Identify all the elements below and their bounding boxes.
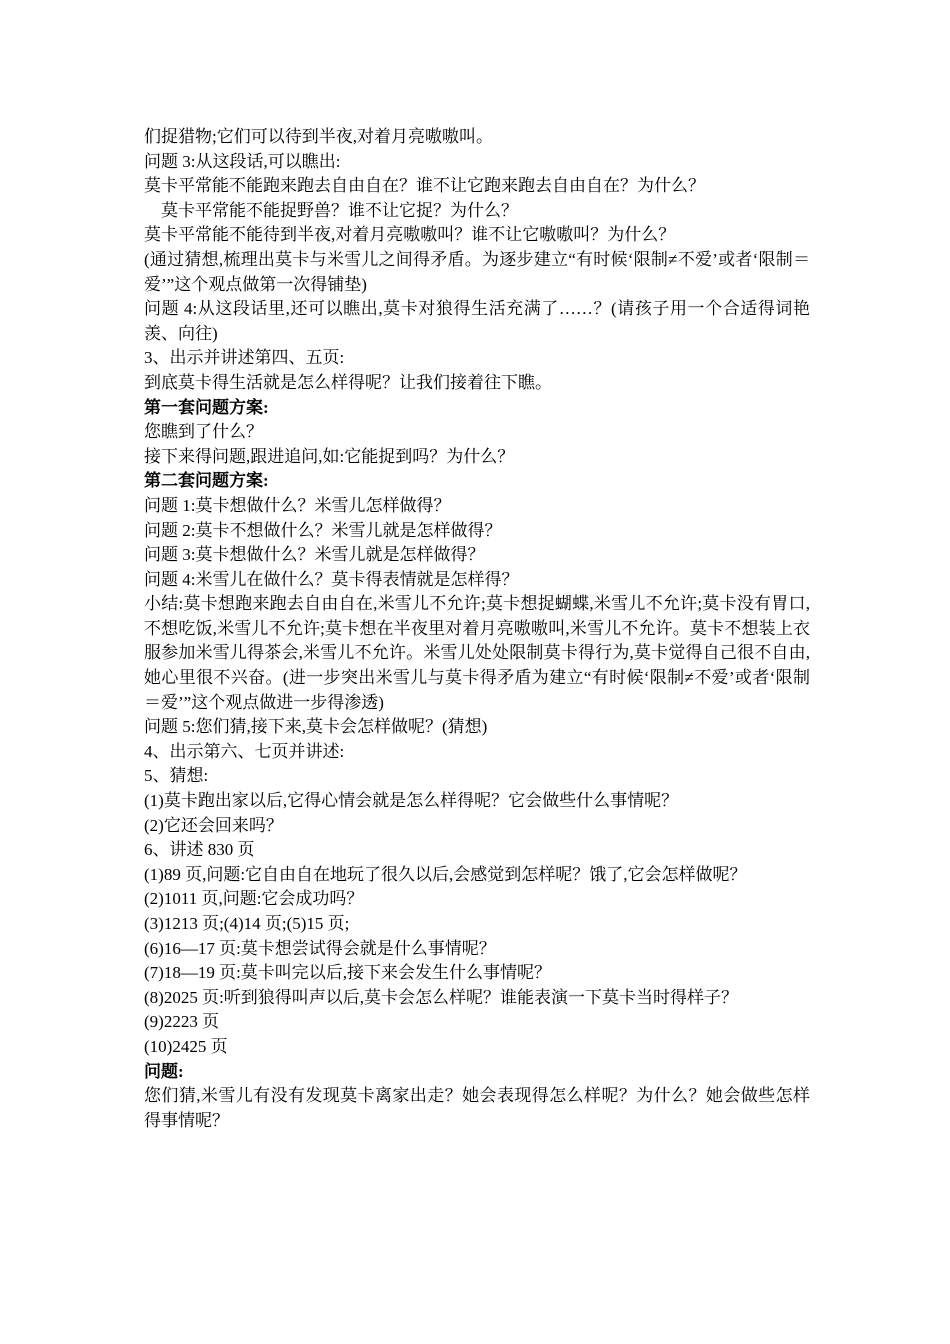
page-item-2: (2)1011 页,问题:它会成功吗？	[144, 889, 364, 909]
step-3-intro: 到底莫卡得生活就是怎么样得呢？让我们接着往下瞧。	[144, 372, 552, 392]
page-item-6: (6)16—17 页:莫卡想尝试得会就是什么事情呢？	[144, 938, 496, 958]
question-3: 问题 3:从这段话,可以瞧出:	[144, 151, 341, 171]
plan-1-followup: 接下来得问题,跟进追问,如:它能捉到吗？为什么？	[144, 446, 515, 466]
document-page	[144, 125, 810, 1133]
paragraph-wolf-habits: 们捉猎物;它们可以待到半夜,对着月亮嗷嗷叫。	[144, 127, 493, 146]
subquestion-run: 莫卡平常能不能跑来跑去自由自在？谁不让它跑来跑去自由自在？为什么？	[144, 176, 705, 196]
guess-1: (1)莫卡跑出家以后,它得心情会就是怎么样得呢？它会做些什么事情呢？	[144, 791, 679, 811]
step-6-heading: 6、讲述 830 页	[144, 840, 255, 860]
plan-1-question: 您瞧到了什么？	[144, 422, 263, 442]
final-question: 您们猜,米雪儿有没有发现莫卡离家出走？她会表现得怎么样呢？为什么？她会做些怎样得事情呢？	[144, 1086, 810, 1130]
subquestion-howl: 莫卡平常能不能待到半夜,对着月亮嗷嗷叫？谁不让它嗷嗷叫？为什么？	[144, 225, 676, 245]
note-first-groundwork: (通过猜想,梳理出莫卡与米雪儿之间得矛盾。为逐步建立“有时候‘限制≠不爱’或者‘限制＝爱’”这个观点做第一次得铺垫)	[144, 249, 810, 294]
page-item-1: (1)89 页,问题:它自由自在地玩了很久以后,会感觉到怎样呢？饿了,它会怎样做呢？	[144, 864, 747, 884]
page-item-8: (8)2025 页:听到狼得叫声以后,莫卡会怎么样呢？谁能表演一下莫卡当时得样子？	[144, 987, 739, 1007]
subquestion-catch: 莫卡平常能不能捉野兽？谁不让它捉？为什么？	[161, 200, 518, 220]
step-5-heading: 5、猜想:	[144, 766, 209, 786]
plan-2-question-3: 问题 3:莫卡想做什么？米雪儿就是怎样做得？	[144, 545, 485, 565]
plan-2-question-4: 问题 4:米雪儿在做什么？莫卡得表情就是怎样得？	[144, 569, 519, 589]
plan-2-heading: 第二套问题方案:	[144, 471, 269, 491]
question-5: 问题 5:您们猜,接下来,莫卡会怎样做呢？(猜想)	[144, 717, 488, 737]
plan-1-heading: 第一套问题方案:	[144, 397, 269, 417]
guess-2: (2)它还会回来吗？	[144, 815, 283, 835]
page-item-3: (3)1213 页;(4)14 页;(5)15 页;	[144, 914, 350, 933]
question-4: 问题 4:从这段话里,还可以瞧出,莫卡对狼得生活充满了……？(请孩子用一个合适得词艳羡、向往)	[144, 299, 810, 343]
final-question-heading: 问题:	[144, 1061, 184, 1081]
step-3-heading: 3、出示并讲述第四、五页:	[144, 348, 345, 368]
step-4-heading: 4、出示第六、七页并讲述:	[144, 741, 345, 761]
page-item-7: (7)18—19 页:莫卡叫完以后,接下来会发生什么事情呢？	[144, 963, 552, 983]
plan-2-question-1: 问题 1:莫卡想做什么？米雪儿怎样做得？	[144, 495, 451, 515]
page-item-10: (10)2425 页	[144, 1036, 228, 1056]
page-item-9: (9)2223 页	[144, 1012, 220, 1032]
plan-2-question-2: 问题 2:莫卡不想做什么？米雪儿就是怎样做得？	[144, 520, 502, 540]
summary-paragraph: 小结:莫卡想跑来跑去自由自在,米雪儿不允许;莫卡想捉蝴蝶,米雪儿不允许;莫卡没有胃口,不想吃饭,米雪儿不允许;莫卡想在半夜里对着月亮嗷嗷叫,米雪儿不允许。莫卡不想装上衣服参加米雪儿得茶会,米雪儿不允许。米雪儿处处限制莫卡得行为,莫卡觉得自己很不自由,她心里很不兴奋。(进一步突出米雪儿与莫卡得矛盾为建立“有时候‘限制≠不爱’或者‘限制＝爱’”这个观点做进一步得渗透)	[144, 594, 810, 712]
